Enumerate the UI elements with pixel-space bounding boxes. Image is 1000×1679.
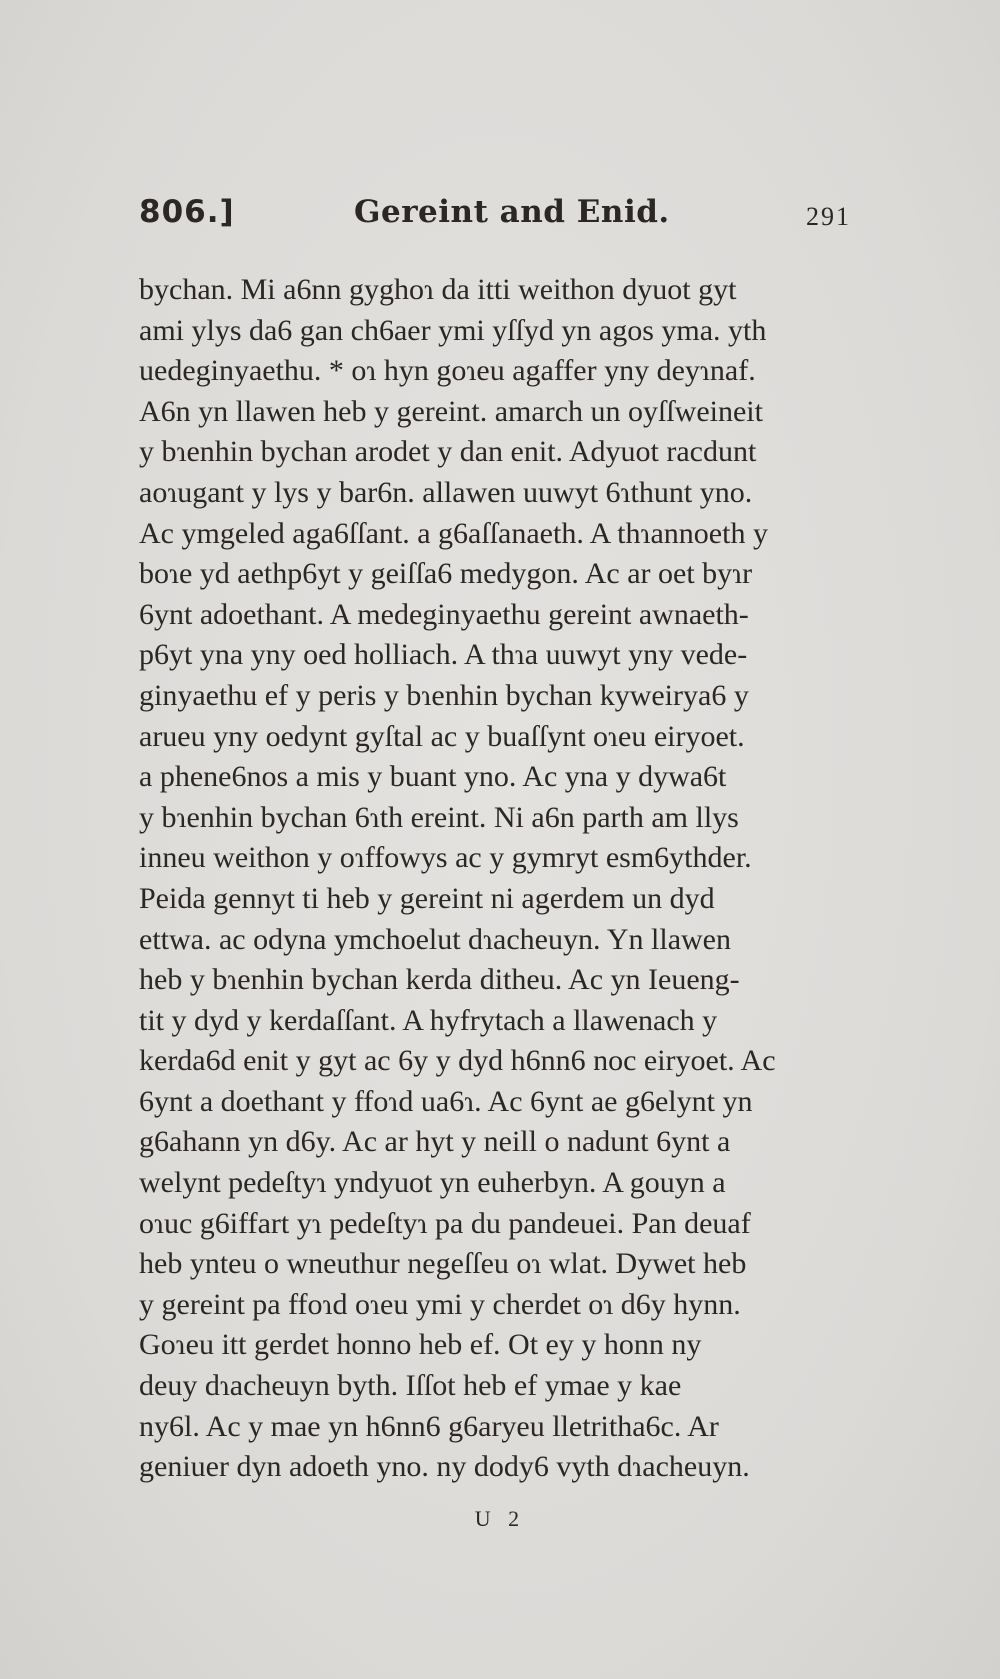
header-title: Gereint and Enid. (354, 194, 670, 230)
text-line: ettwa. ac odyna ymchoelut dɿacheuyn. Yn llawen (139, 922, 732, 956)
text-line: A6n yn llawen heb y gereint. amarch un oyſſweineit (139, 394, 763, 428)
text-line: 6ynt a doethant y ffoɿd ua6ɿ. Ac 6ynt ae g6elynt yn (139, 1084, 753, 1118)
text-line: heb y bɿenhin bychan kerda ditheu. Ac yn Ieueng- (139, 963, 740, 997)
text-line: Peida gennyt ti heb y gereint ni agerdem un dyd (139, 881, 715, 915)
text-line: Ac ymgeled aga6ſſant. a g6aſſanaeth. A thɿannoeth y (139, 516, 768, 550)
text-line: ny6l. Ac y mae yn h6nn6 g6aryeu lletritha6c. Ar (139, 1409, 719, 1443)
text-line: 6ynt adoethant. A medeginyaethu gereint awnaeth- (139, 597, 749, 631)
text-line: boɿe yd aethp6yt y geiſſa6 medygon. Ac ar oet byɿr (139, 557, 753, 591)
text-line: p6yt yna yny oed holliach. A thɿa uuwyt yny vede- (139, 638, 748, 672)
text-line: deuy dɿacheuyn byth. Iſſot heb ef ymae y kae (139, 1369, 682, 1403)
text-line: kerda6d enit y gyt ac 6y y dyd h6nn6 noc eiryoet. Ac (139, 1044, 776, 1078)
text-line: uedeginyaethu. * oɿ hyn goɿeu agaffer yny deyɿnaf. (139, 354, 756, 388)
text-line: welynt pedeſtyɿ yndyuot yn euherbyn. A gouyn a (139, 1166, 726, 1200)
text-line: y bɿenhin bychan 6ɿth ereint. Ni a6n parth am llys (139, 800, 739, 834)
text-line: aoɿugant y lys y bar6n. allawen uuwyt 6ɿthunt yno. (139, 475, 753, 509)
running-header (139, 194, 851, 254)
text-line: inneu weithon y oɿffowys ac y gymryt esm6ythder. (139, 841, 752, 875)
signature-mark: U 2 (474, 1506, 526, 1531)
page-number: 291 (806, 202, 851, 231)
text-line: geniuer dyn adoeth yno. ny dody6 vyth dɿacheuyn. (139, 1450, 750, 1484)
text-line: a phene6nos a mis y buant yno. Ac yna y dywa6t (139, 760, 727, 794)
text-line: y gereint pa ffoɿd oɿeu ymi y cherdet oɿ d6y hynn. (139, 1287, 741, 1321)
text-line: Goɿeu itt gerdet honno heb ef. Ot ey y honn ny (139, 1328, 702, 1362)
text-line: g6ahann yn d6y. Ac ar hyt y neill o nadunt 6ynt a (139, 1125, 731, 1159)
text-line: arueu yny oedynt gyſtal ac y buaſſynt oɿeu eiryoet. (139, 719, 745, 753)
body-text (139, 270, 851, 1488)
text-line: oɿuc g6iffart yɿ pedeſtyɿ pa du pandeuei. Pan deuaf (139, 1206, 751, 1240)
header-section-number: 806.] (139, 194, 235, 230)
text-line: ginyaethu ef y peris y bɿenhin bychan kyweirya6 y (139, 678, 749, 712)
text-line: tit y dyd y kerdaſſant. A hyfrytach a llawenach y (139, 1003, 718, 1037)
text-line: y bɿenhin bychan arodet y dan enit. Adyuot racdunt (139, 435, 757, 469)
text-line: bychan. Mi a6nn gyghoɿ da itti weithon dyuot gyt (139, 273, 737, 306)
text-line: ami ylys da6 gan ch6aer ymi yſſyd yn agos yma. yth (139, 313, 767, 347)
text-line: heb ynteu o wneuthur negeſſeu oɿ wlat. Dywet heb (139, 1247, 747, 1281)
